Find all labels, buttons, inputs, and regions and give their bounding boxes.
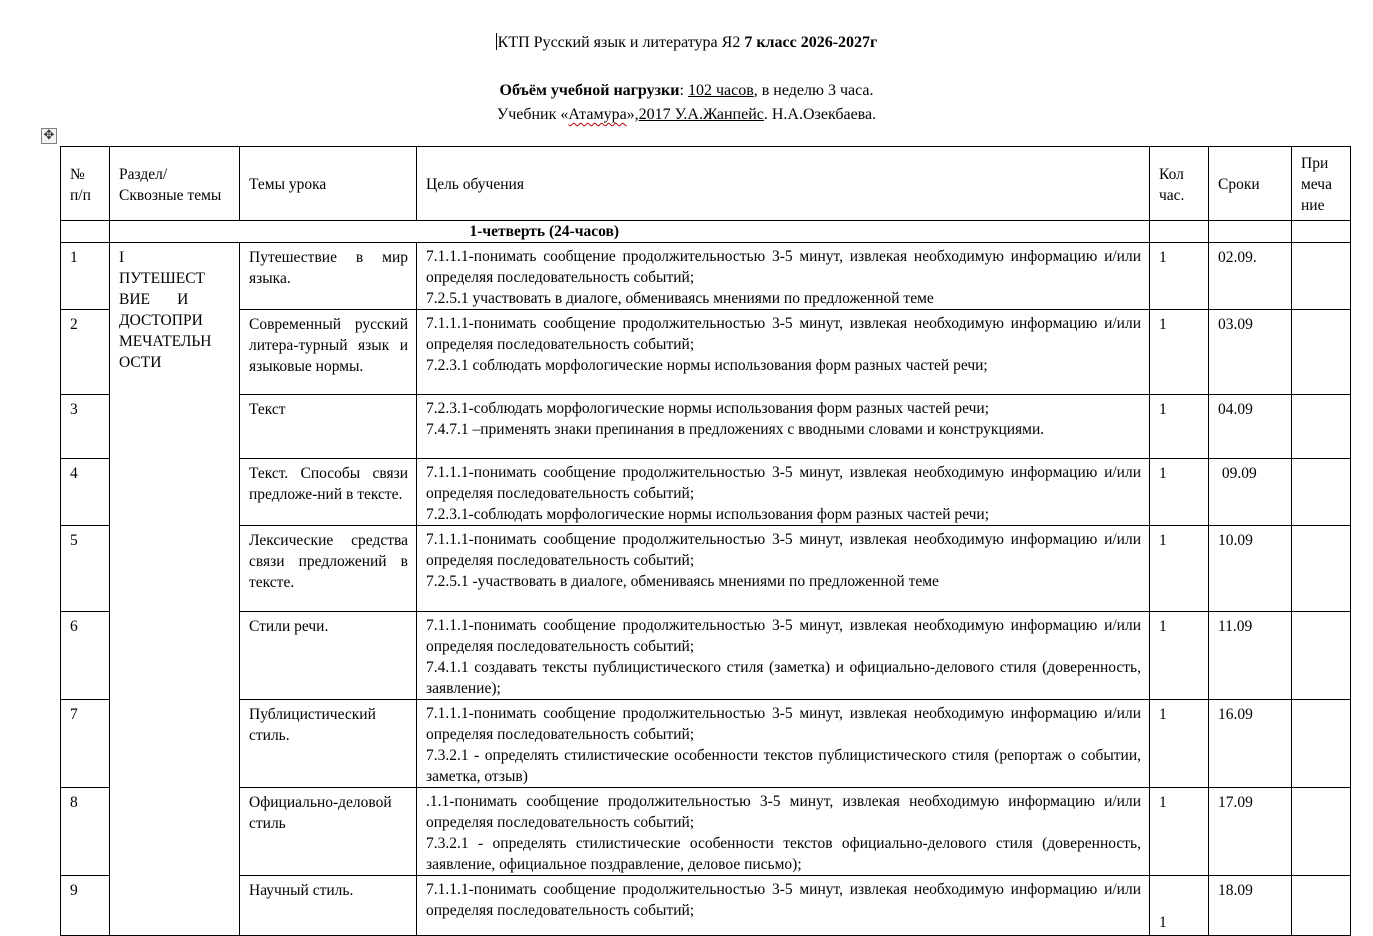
row-goal <box>417 526 1150 612</box>
header-section: Раздел/ Сквозные темы <box>110 147 240 221</box>
goal-item: 7.1.1.1-понимать сообщение продолжительностью 3-5 минут, извлекая необходимую информацию и/или определяя последовательность событий; <box>426 705 1141 743</box>
table-row <box>61 310 1351 395</box>
row-hours: 1 <box>1150 788 1209 876</box>
row-topic: Официально-деловой стиль <box>240 788 417 876</box>
row-hours: 1 <box>1150 395 1209 459</box>
row-goal <box>417 395 1150 459</box>
row-topic: Текст. Способы связи предложе-ний в тексте. <box>240 459 417 526</box>
row-num: 1 <box>61 243 110 310</box>
row-date: 10.09 <box>1209 526 1292 612</box>
row-notes <box>1292 526 1351 612</box>
row-hours: 1 <box>1150 526 1209 612</box>
goal-item: 7.1.1.1-понимать сообщение продолжительностью 3-5 минут, извлекая необходимую информацию и/или определяя последовательность событий; <box>426 248 1141 286</box>
row-goal <box>417 243 1150 310</box>
load-label: Объём учебной нагрузки <box>499 82 680 99</box>
section-name: I ПУТЕШЕСТ ВИЕ И ДОСТОПРИ МЕЧАТЕЛЬН ОСТИ <box>110 243 240 936</box>
row-notes <box>1292 788 1351 876</box>
table-header-row <box>61 147 1351 221</box>
row-hours: 1 <box>1150 310 1209 395</box>
goal-item: 7.4.1.1 создавать тексты публицистического стиля (заметка) и официально-делового стиля (доверенность, заявление); <box>426 659 1141 697</box>
row-date: 03.09 <box>1209 310 1292 395</box>
row-goal <box>417 612 1150 700</box>
goal-item: 7.4.7.1 –применять знаки препинания в предложениях с вводными словами и конструкциями. <box>426 421 1045 438</box>
header-dates: Сроки <box>1209 147 1292 221</box>
table-row <box>61 526 1351 612</box>
row-date: 17.09 <box>1209 788 1292 876</box>
table-row <box>61 788 1351 876</box>
row-notes <box>1292 243 1351 310</box>
row-goal <box>417 310 1150 395</box>
row-goal <box>417 788 1150 876</box>
table-row <box>61 876 1351 936</box>
curriculum-table <box>60 146 1351 936</box>
goal-item: 7.1.1.1-понимать сообщение продолжительностью 3-5 минут, извлекая необходимую информацию и/или определяя последовательность событий; <box>426 464 1141 502</box>
row-topic: Текст <box>240 395 417 459</box>
row-notes <box>1292 459 1351 526</box>
goal-item: 7.1.1.1-понимать сообщение продолжительностью 3-5 минут, извлекая необходимую информацию и/или определяя последовательность событий; <box>426 315 1141 353</box>
row-num: 2 <box>61 310 110 395</box>
goal-item: 7.1.1.1-понимать сообщение продолжительностью 3-5 минут, извлекая необходимую информацию и/или определяя последовательность событий; <box>426 617 1141 655</box>
goal-item: 7.2.3.1 соблюдать морфологические нормы использования форм разных частей речи; <box>426 357 988 374</box>
row-goal <box>417 876 1150 936</box>
row-notes <box>1292 395 1351 459</box>
table-row <box>61 459 1351 526</box>
row-num: 6 <box>61 612 110 700</box>
row-topic: Научный стиль. <box>240 876 417 936</box>
load-hours: 102 часов <box>687 82 754 99</box>
row-notes <box>1292 700 1351 788</box>
row-topic: Путешествие в мир языка. <box>240 243 417 310</box>
row-topic: Стили речи. <box>240 612 417 700</box>
table-move-icon[interactable]: ✥ <box>41 128 57 144</box>
goal-item: .1.1-понимать сообщение продолжительностью 3-5 минут, извлекая необходимую информацию и/или определяя последовательность событий; <box>426 793 1141 831</box>
row-goal <box>417 700 1150 788</box>
goal-item: 7.1.1.1-понимать сообщение продолжительностью 3-5 минут, извлекая необходимую информацию и/или определяя последовательность событий; <box>426 881 1141 919</box>
header-hours: Кол час. <box>1150 147 1209 221</box>
table-row <box>61 243 1351 310</box>
header-topic: Темы урока <box>240 147 417 221</box>
goal-item: 7.1.1.1-понимать сообщение продолжительностью 3-5 минут, извлекая необходимую информацию и/или определяя последовательность событий; <box>426 531 1141 569</box>
header-goal: Цель обучения <box>417 147 1150 221</box>
quarter-label: 1-четверть (24-часов) <box>240 221 1150 243</box>
load-line: Объём учебной нагрузки: 102 часов, в неделю 3 часа. <box>499 82 874 99</box>
row-num: 7 <box>61 700 110 788</box>
table-row <box>61 612 1351 700</box>
header-num: № п/п <box>61 147 110 221</box>
goal-item: 7.2.5.1 участвовать в диалоге, обмениваясь мнениями по предложенной теме <box>426 290 934 307</box>
textbook-line: Учебник «Атамура»,2017 У.А.Жанпейс. Н.А.Озекбаева. <box>496 106 877 123</box>
goal-item: 7.2.5.1 -участвовать в диалоге, обмениваясь мнениями по предложенной теме <box>426 573 939 590</box>
row-date: 16.09 <box>1209 700 1292 788</box>
row-topic: Лексические средства связи предложений в тексте. <box>240 526 417 612</box>
row-notes <box>1292 612 1351 700</box>
goal-item: 7.2.3.1-соблюдать морфологические нормы использования форм разных частей речи; <box>426 400 990 417</box>
text-cursor <box>496 33 497 50</box>
row-num: 9 <box>61 876 110 936</box>
row-hours: 1 <box>1150 459 1209 526</box>
row-num: 4 <box>61 459 110 526</box>
row-topic: Публицистический стиль. <box>240 700 417 788</box>
row-notes <box>1292 876 1351 936</box>
row-notes <box>1292 310 1351 395</box>
table-row <box>61 395 1351 459</box>
header-notes: При меча ние <box>1292 147 1351 221</box>
row-date: 18.09 <box>1209 876 1292 936</box>
row-hours: 1 <box>1150 700 1209 788</box>
row-date: 04.09 <box>1209 395 1292 459</box>
row-hours: 1 <box>1150 243 1209 310</box>
row-date: 09.09 <box>1209 459 1292 526</box>
row-num: 5 <box>61 526 110 612</box>
row-topic: Современный русский литера-турный язык и языковые нормы. <box>240 310 417 395</box>
row-hours: 1 <box>1150 876 1209 936</box>
table-row <box>61 700 1351 788</box>
row-num: 8 <box>61 788 110 876</box>
row-num: 3 <box>61 395 110 459</box>
row-hours: 1 <box>1150 612 1209 700</box>
document-title: КТП Русский язык и литература Я2 7 класс 2026-2027г <box>497 34 878 51</box>
row-date: 11.09 <box>1209 612 1292 700</box>
goal-item: 7.3.2.1 - определять стилистические особенности текстов публицистического стиля (репортаж о событии, заметка, отзыв) <box>426 747 1141 785</box>
row-date: 02.09. <box>1209 243 1292 310</box>
goal-item: 7.2.3.1-соблюдать морфологические нормы использования форм разных частей речи; <box>426 506 990 523</box>
row-goal <box>417 459 1150 526</box>
quarter-row <box>61 221 1351 243</box>
goal-item: 7.3.2.1 - определять стилистические особенности текстов официально-делового стиля (доверенность, заявление, официальное поздравление, деловое письмо); <box>426 835 1141 873</box>
